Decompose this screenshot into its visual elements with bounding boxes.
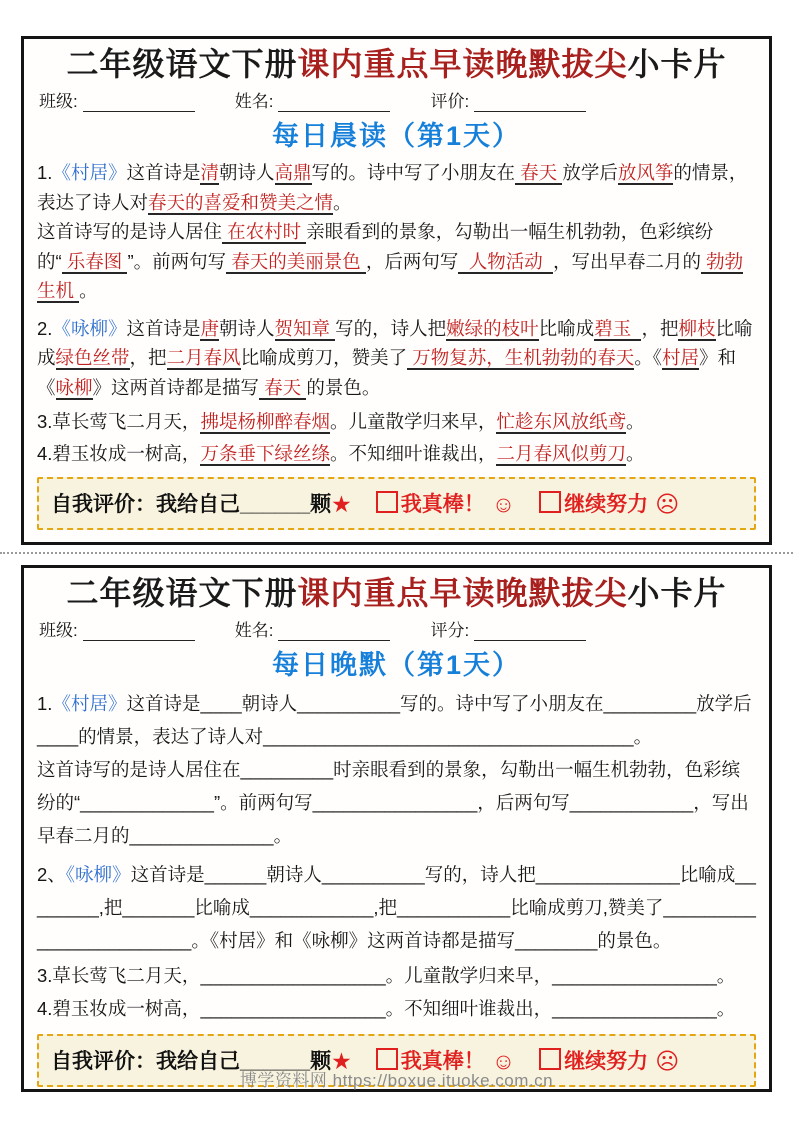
- text: 朝诗人: [218, 162, 275, 183]
- paragraph: [37, 992, 756, 1025]
- paragraph: [37, 158, 756, 217]
- answer-text: 勃勃生机: [37, 250, 744, 301]
- text: ，把: [129, 347, 167, 368]
- eval-label: 自我评价：我给自己: [51, 493, 240, 516]
- paragraph: [37, 687, 756, 753]
- blank-line: ______: [240, 493, 311, 516]
- blank-line: ____: [200, 693, 242, 714]
- score-label: 评分:: [430, 621, 470, 640]
- text: 》和《: [37, 347, 737, 398]
- text: 比喻成: [679, 864, 736, 885]
- blank-line: ______: [204, 864, 267, 885]
- text: 。: [625, 442, 645, 464]
- blank-line: _________: [240, 759, 334, 780]
- text: 朝诗人: [218, 317, 275, 339]
- blank-line: ____________: [569, 792, 694, 813]
- answer-text: 贺知章: [274, 317, 336, 339]
- paragraph: [37, 439, 756, 469]
- star-icon: ★: [331, 1048, 352, 1074]
- rating-label: 评价:: [430, 92, 470, 111]
- blank-line: ________________________: [37, 897, 756, 951]
- text: 。不知细叶谁裁出，: [329, 442, 497, 464]
- text: 。: [273, 825, 293, 846]
- answer-text: 碧玉: [594, 317, 642, 339]
- cut-line: [0, 552, 793, 554]
- paragraph: [37, 753, 756, 852]
- text: 这首诗写的是诗人居住: [37, 221, 223, 242]
- answer-text: 放风筝: [617, 162, 674, 183]
- blank-line: ____________________________________: [263, 726, 634, 747]
- self-evaluation-box: [37, 477, 756, 530]
- book-title: 《村居》: [52, 693, 127, 714]
- paragraph: [37, 858, 756, 957]
- score-blank-line: [474, 621, 586, 641]
- text: 。: [625, 411, 645, 432]
- paragraph: [37, 959, 756, 992]
- text: 这首诗是: [130, 864, 205, 885]
- eval-label: 颗: [310, 493, 332, 516]
- eval-label: 颗: [310, 1050, 332, 1073]
- blank-line: ______________: [535, 864, 680, 885]
- text: 。: [333, 191, 352, 213]
- text: 比喻成: [37, 317, 753, 368]
- answer-text: 清: [200, 162, 219, 183]
- card-body: [37, 158, 756, 468]
- text: 朝诗人: [266, 864, 322, 885]
- text: 。: [716, 965, 736, 986]
- blank-line: _______: [122, 897, 195, 918]
- title-part-black-left: 二年级语文下册: [66, 575, 298, 611]
- rating-blank-line: [474, 92, 586, 112]
- class-field: [39, 87, 195, 112]
- text: ”。前两句写: [127, 250, 227, 272]
- text: 写的。诗中写了小朋友在: [311, 162, 516, 183]
- text: 。不知细叶谁裁出，: [385, 998, 553, 1019]
- text: 3.草长莺飞二月天，: [37, 411, 201, 432]
- checkbox[interactable]: [376, 491, 398, 513]
- class-blank-line: [83, 621, 195, 641]
- text: 。: [716, 998, 736, 1019]
- text: 这首诗是: [126, 693, 201, 714]
- title-part-black-right: 小卡片: [627, 46, 727, 82]
- text: 。: [633, 726, 653, 747]
- answer-text: 拂堤杨柳醉春烟: [200, 411, 330, 432]
- text: ,把: [98, 897, 123, 918]
- text: ，后两句写: [477, 792, 570, 813]
- name-blank-line: [278, 621, 390, 641]
- blank-line: ________: [37, 864, 756, 918]
- blank-line: ________: [515, 930, 598, 951]
- score-field: [430, 616, 586, 641]
- answer-text: 高鼎: [274, 162, 312, 183]
- name-label: 姓名:: [234, 92, 274, 111]
- name-field: [235, 87, 391, 112]
- blank-line: ________________: [312, 792, 478, 813]
- eval-option-label: 我真棒！: [400, 1050, 485, 1073]
- text: ，把: [641, 317, 679, 339]
- card-body: [37, 687, 756, 1025]
- sad-face-icon: ☹: [655, 491, 680, 517]
- rating-field: [430, 87, 586, 112]
- sad-face-icon: ☹: [655, 1048, 680, 1074]
- blank-line: __________: [321, 864, 425, 885]
- text: 这首诗写的是诗人居住在: [37, 759, 241, 780]
- text: ,把: [373, 897, 398, 918]
- name-field: [235, 616, 391, 641]
- blank-line: ____: [37, 726, 79, 747]
- text: ，写出早春二月的: [552, 250, 701, 272]
- text: 3.草长莺飞二月天，: [37, 965, 201, 986]
- blank-line: __________________: [200, 998, 386, 1019]
- card-evening-dictation: [21, 565, 772, 1092]
- blank-line: __________________: [200, 965, 386, 986]
- answer-text: 人物活动: [458, 250, 553, 272]
- answer-text: 唐: [200, 317, 219, 339]
- text: 比喻成: [538, 317, 595, 339]
- text: 。《: [634, 347, 662, 368]
- answer-text: 咏柳: [55, 376, 93, 398]
- answer-text: 春天: [259, 376, 307, 398]
- text: 。儿童散学归来早，: [329, 411, 497, 432]
- text: 这首诗是: [126, 317, 201, 339]
- name-label: 姓名:: [234, 621, 274, 640]
- card-morning-reading: [21, 36, 772, 545]
- blank-line: ____________: [249, 897, 374, 918]
- smiley-face-icon: ☺: [491, 491, 516, 517]
- text: 比喻成剪刀,赞美了: [510, 897, 664, 918]
- blank-line: _____________: [80, 792, 214, 813]
- text: 。《村居》和《咏柳》这两首诗都是描写: [191, 930, 516, 951]
- name-blank-line: [278, 92, 390, 112]
- text: 4.碧玉妆成一树高，: [37, 442, 201, 464]
- text: 比喻成: [194, 897, 250, 918]
- text: 的情景，表达了诗人对: [37, 162, 748, 213]
- answer-text: 村居: [662, 347, 700, 368]
- daily-section-heading: 每日晚默（第1天）: [271, 650, 522, 680]
- answer-text: 春天的美丽景色: [226, 250, 366, 272]
- class-label: 班级:: [39, 621, 78, 640]
- text: 的景色。: [597, 930, 672, 951]
- book-title: 《咏柳》: [52, 317, 127, 339]
- eval-option-label: 我真棒！: [400, 493, 485, 516]
- title-part-black-right: 小卡片: [627, 575, 727, 611]
- checkbox[interactable]: [539, 491, 561, 513]
- blank-line: ______________: [129, 825, 274, 846]
- title-part-black-left: 二年级语文下册: [66, 46, 298, 82]
- class-field: [39, 616, 195, 641]
- info-row: [37, 616, 756, 641]
- text: 1.: [37, 693, 53, 714]
- text: 2、: [37, 864, 66, 885]
- blank-line: ________________: [552, 965, 717, 986]
- text: 4.碧玉妆成一树高，: [37, 998, 201, 1019]
- text: ，后两句写: [365, 250, 459, 272]
- blank-line: ________________: [552, 998, 717, 1019]
- text: 这首诗是: [126, 162, 201, 183]
- answer-text: 忙趁东风放纸鸢: [496, 411, 626, 432]
- text: ，写出早春二月的: [37, 792, 749, 846]
- text: 》这两首诗都是描写: [92, 376, 260, 398]
- card-title: [37, 573, 756, 613]
- class-blank-line: [83, 92, 195, 112]
- blank-line: ___________: [397, 897, 511, 918]
- text: 的景色。: [306, 376, 381, 398]
- text: 2.: [37, 317, 53, 339]
- paragraph: [37, 407, 756, 437]
- eval-option-label: 继续努力: [564, 1050, 649, 1073]
- blank-line: __________: [297, 693, 401, 714]
- answer-text: 乐春图: [61, 250, 128, 272]
- answer-text: 春天的喜爱和赞美之情: [148, 191, 334, 213]
- answer-text: 嫩绿的枝叶: [446, 317, 539, 339]
- paragraph: [37, 314, 756, 403]
- text: 。: [79, 280, 98, 301]
- book-title: 《咏柳》: [65, 864, 131, 885]
- text: 的情景，表达了诗人对: [78, 726, 264, 747]
- answer-text: 柳枝: [678, 317, 716, 339]
- title-part-red: 课内重点早读晚默拔尖: [297, 46, 628, 82]
- answer-text: 万物复苏，生机勃勃的春天: [407, 347, 635, 368]
- answer-text: 春天: [515, 162, 563, 183]
- text: 比喻成剪刀，赞美了: [240, 347, 408, 368]
- text: 。儿童散学归来早，: [385, 965, 553, 986]
- text: 写的，诗人把: [335, 317, 447, 339]
- text: 写的，诗人把: [424, 864, 536, 885]
- text: 写的。诗中写了小朋友在: [400, 693, 604, 714]
- text: 亲眼看到的景象，勾勒出一幅生机勃勃，色彩缤纷的“: [37, 221, 714, 272]
- eval-label: 自我评价：我给自己: [51, 1050, 240, 1073]
- smiley-face-icon: ☺: [491, 1048, 516, 1074]
- star-icon: ★: [331, 491, 352, 517]
- answer-text: 万条垂下绿丝绦: [200, 442, 330, 464]
- text: 1.: [37, 162, 53, 183]
- card-title: [37, 44, 756, 84]
- answer-text: 二月春风似剪刀: [496, 442, 626, 464]
- text: 朝诗人: [241, 693, 298, 714]
- answer-text: 二月春风: [166, 347, 241, 368]
- answer-text: 绿色丝带: [55, 347, 130, 368]
- text: ”。前两句写: [213, 792, 313, 813]
- answer-text: 在农村时: [222, 221, 307, 242]
- title-part-red: 课内重点早读晚默拔尖: [297, 575, 628, 611]
- class-label: 班级:: [39, 92, 78, 111]
- text: 放学后: [696, 693, 752, 714]
- paragraph: [37, 217, 756, 306]
- daily-section-heading: 每日晨读（第1天）: [271, 121, 522, 151]
- blank-line: _________: [603, 693, 697, 714]
- watermark: 博学资料网 https://boxue.ituoke.com.cn: [239, 1071, 554, 1090]
- text: 放学后: [562, 162, 618, 183]
- book-title: 《村居》: [52, 162, 127, 183]
- blank-line: ______: [240, 1050, 311, 1073]
- info-row: [37, 87, 756, 112]
- text: 时亲眼看到的景象，勾勒出一幅生机勃勃，色彩缤纷的“: [37, 759, 741, 813]
- eval-option-label: 继续努力: [564, 493, 649, 516]
